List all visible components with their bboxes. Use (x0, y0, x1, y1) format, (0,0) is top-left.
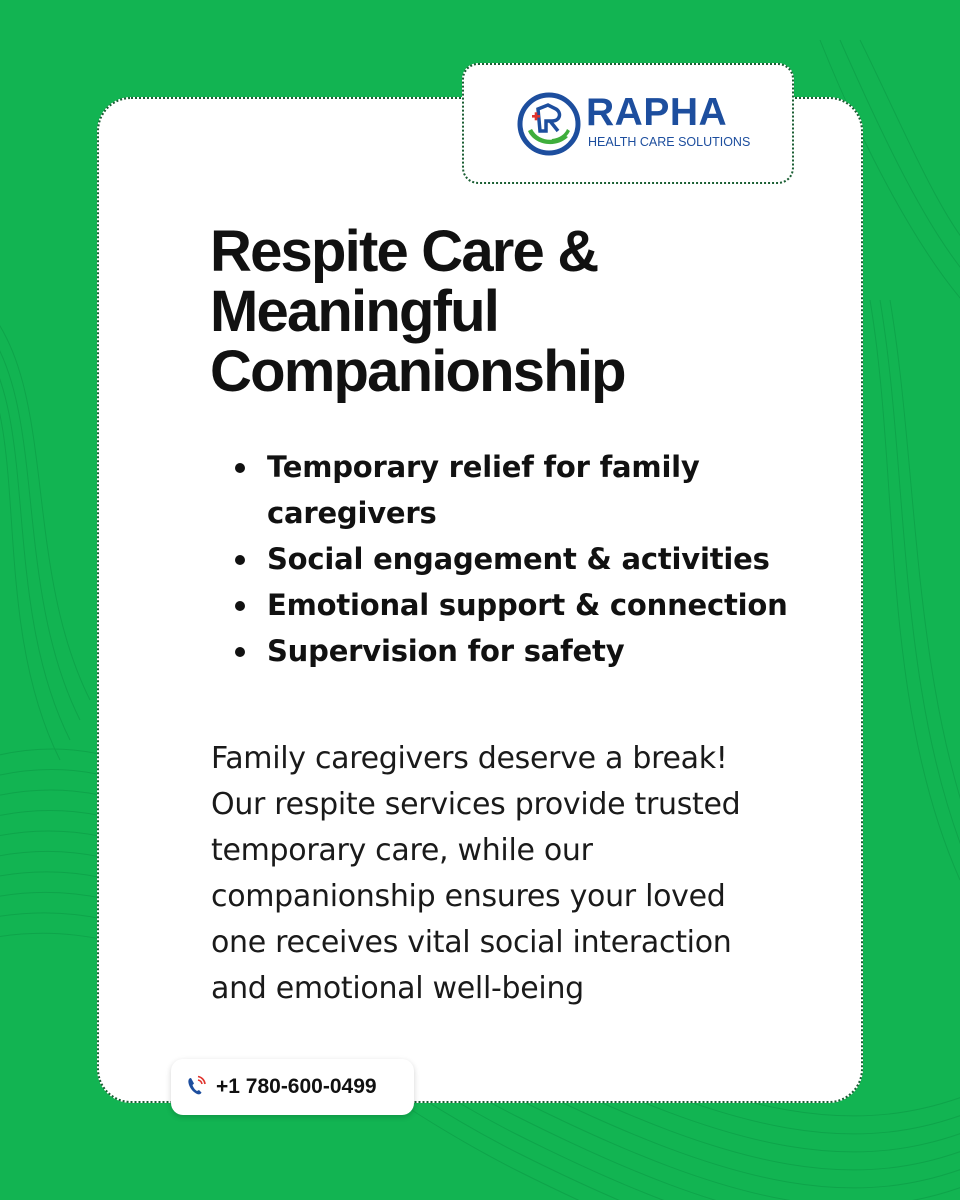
logo-badge (462, 63, 794, 184)
description-paragraph (211, 736, 811, 1012)
brand-tagline: HEALTH CARE SOLUTIONS (588, 135, 751, 149)
title-line: Respite Care & (210, 219, 598, 284)
paragraph-line: and emotional well-being (211, 971, 584, 1006)
list-item-text: Social engagement & activities (267, 542, 770, 576)
list-item (230, 444, 820, 536)
page-title (210, 219, 625, 404)
list-item (230, 536, 820, 582)
title-line: Companionship (210, 339, 625, 404)
bullet-icon (235, 601, 245, 611)
list-item-text: Supervision for safety (267, 634, 625, 668)
brand-name: RAPHA (586, 91, 728, 134)
hands-cross-logo-icon (516, 91, 582, 157)
bullet-icon (235, 463, 245, 473)
paragraph-line: companionship ensures your loved (211, 879, 726, 914)
paragraph-line: one receives vital social interaction (211, 925, 732, 960)
bullet-icon (235, 555, 245, 565)
title-line: Meaningful (210, 279, 499, 344)
paragraph-line: Our respite services provide trusted (211, 787, 741, 822)
paragraph-line: temporary care, while our (211, 833, 593, 868)
paragraph-line: Family caregivers deserve a break! (211, 741, 728, 776)
feature-list (230, 444, 820, 674)
phone-number: +1 780-600-0499 (216, 1075, 377, 1098)
phone-contact-button[interactable] (171, 1059, 414, 1115)
list-item (230, 628, 820, 674)
bullet-icon (235, 647, 245, 657)
phone-icon (186, 1075, 206, 1097)
list-item-text: Temporary relief for family caregivers (267, 450, 700, 530)
list-item-text: Emotional support & connection (267, 588, 788, 622)
list-item (230, 582, 820, 628)
